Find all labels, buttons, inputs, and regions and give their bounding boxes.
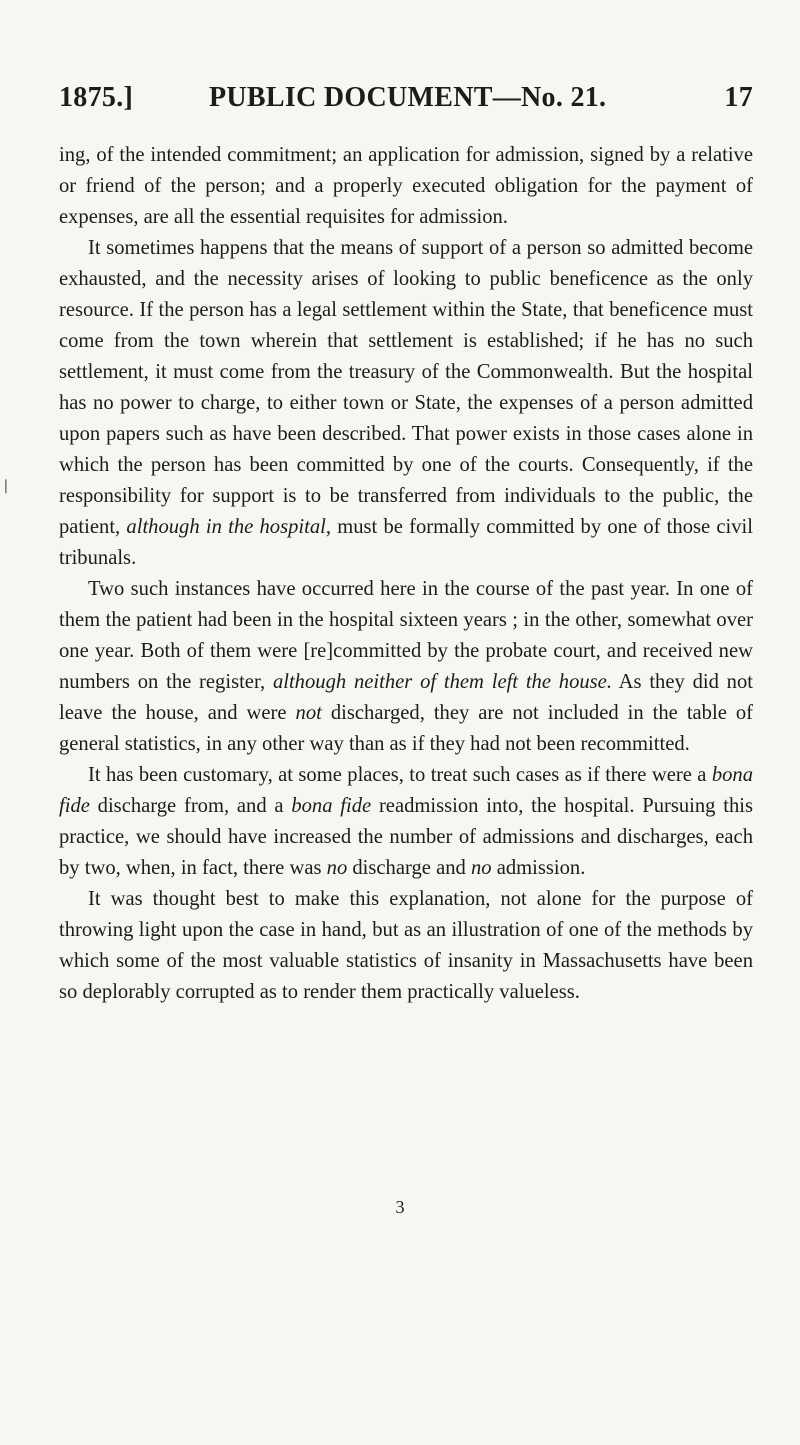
paragraph-1-text: ing, of the intended commitment; an application for admission, signed by a relative or friend of the person; and a properly executed obligation for the payment of expenses, are all the essential requisites for admission. [59, 144, 753, 228]
paragraph-2-tail: , must be formally committed by one of those civil tribunals. [59, 516, 753, 569]
paragraph-4-italic-2: bona fide [291, 795, 372, 817]
paragraph-3-italic-2: not [295, 702, 322, 724]
paragraph-4-mid-2: readmission into, the hospital. Pursuing this practice, we should have increased the number of admissions and discharges, each by two, when, in fact, there was [59, 795, 753, 879]
paragraph-4-tail: admission. [491, 857, 586, 879]
paragraph-3 [59, 574, 753, 760]
paragraph-4-mid-3: discharge and [347, 857, 471, 879]
paragraph-3-mid: As they did not leave the house, and were [59, 671, 753, 724]
paragraph-3-text: Two such instances have occurred here in the course of the past year. In one of them the patient had been in the hospital sixteen years ; in the other, somewhat over one year. Both of them were [re]committed by the probate court, and received new numbers on the register, [59, 578, 753, 693]
paragraph-4-italic-4: no [470, 857, 492, 879]
paragraph-4-italic-3: no [326, 857, 348, 879]
header-title: PUBLIC DOCUMENT—No. 21. [209, 82, 607, 113]
body-text [59, 140, 753, 1008]
paragraph-2 [59, 233, 753, 574]
paragraph-4-italic-1: bona fide [59, 764, 753, 817]
paragraph-2-italic: although in the hospital [126, 516, 326, 538]
paragraph-3-tail: discharged, they are not included in the table of general statistics, in any other way than as if they had not been recommitted. [59, 702, 753, 755]
page-number: 17 [724, 82, 753, 113]
page-header [59, 82, 753, 126]
paragraph-4-mid-1: discharge from, and a [89, 795, 292, 817]
paragraph-5-text: It was thought best to make this explanation, not alone for the purpose of throwing light upon the case in hand, but as an illustration of one of the methods by which some of the most valuable statistics of insanity in Massachusetts have been so deplorably corrupted as to render them practically valueless. [59, 888, 753, 1003]
margin-mark: ❘ [0, 479, 12, 494]
header-year: 1875.] [59, 82, 134, 113]
signature-mark: 3 [395, 1197, 405, 1217]
paragraph-5 [59, 884, 753, 1008]
paragraph-2-text: It sometimes happens that the means of support of a person so admitted become exhausted, and the necessity arises of looking to public beneficence as the only resource. If the person has a legal settlement within the State, that beneficence must come from the town wherein that settlement is established; if he has no such settlement, it must come from the treasury of the Commonwealth. But the hospital has no power to charge, to either town or State, the expenses of a person admitted upon papers such as have been described. That power exists in those cases alone in which the person has been committed by one of the courts. Consequently, if the responsibility for support is to be transferred from individuals to the public, the patient, [59, 237, 753, 538]
paragraph-1 [59, 140, 753, 233]
paragraph-3-italic: although neither of them left the house. [272, 671, 612, 693]
paragraph-4-text: It has been customary, at some places, to treat such cases as if there were a [88, 764, 707, 786]
paragraph-4 [59, 760, 753, 884]
